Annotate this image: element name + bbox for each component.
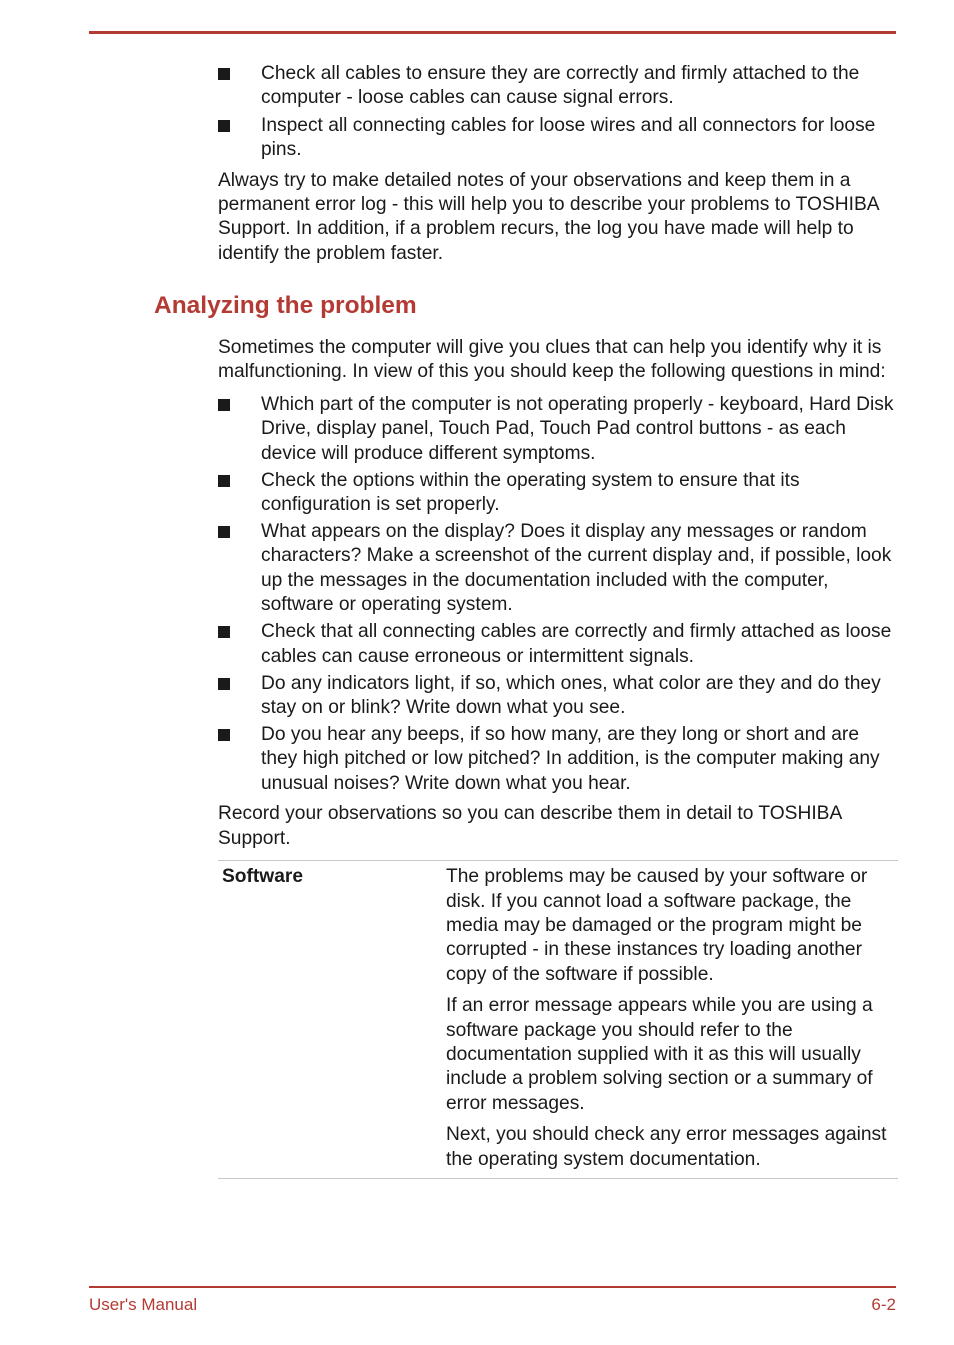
footer-manual-title: User's Manual <box>89 1295 198 1314</box>
list-item <box>218 469 898 518</box>
list-item-text: Which part of the computer is not operating properly - keyboard, Hard Disk Drive, display panel, Touch Pad, Touch Pad control buttons - as each device will produce different symptoms. <box>261 393 894 464</box>
square-bullet-icon <box>218 68 230 80</box>
square-bullet-icon <box>218 678 230 690</box>
list-item <box>218 672 898 721</box>
list-item-text: Inspect all connecting cables for loose wires and all connectors for loose pins. <box>261 114 876 161</box>
list-item <box>218 114 898 163</box>
list-item-text: Check all cables to ensure they are correctly and firmly attached to the computer - loose cables can cause signal errors. <box>261 63 860 109</box>
list-item-text: Do any indicators light, if so, which ones, what color are they and do they stay on or blink? Write down what you see. <box>261 672 881 719</box>
list-item <box>218 62 898 111</box>
table-row-label: Software <box>222 866 304 888</box>
square-bullet-icon <box>218 475 230 487</box>
square-bullet-icon <box>218 729 230 741</box>
top-bullet-list <box>218 62 898 163</box>
list-item-text: Check the options within the operating system to ensure that its configuration is set properly. <box>261 469 800 516</box>
square-bullet-icon <box>218 626 230 638</box>
table-paragraph: The problems may be caused by your software or disk. If you cannot load a software package, the media may be damaged or the program might be corrupted - in these instances try loading another copy of the software if possible. <box>446 866 868 985</box>
list-item <box>218 620 898 669</box>
table-row-body <box>446 865 892 1172</box>
analyzing-section <box>218 336 898 1179</box>
top-content <box>218 62 898 266</box>
square-bullet-icon <box>218 399 230 411</box>
table-paragraph: Next, you should check any error messages against the operating system documentation. <box>446 1124 887 1170</box>
table-paragraph: If an error message appears while you are using a software package you should refer to the documentation supplied with it as this will usually include a problem solving section or a summary of error messages. <box>446 995 873 1114</box>
list-item-text: Check that all connecting cables are correctly and firmly attached as loose cables can cause erroneous or intermittent signals. <box>261 621 892 667</box>
footer-rule <box>89 1286 896 1288</box>
intro-paragraph: Always try to make detailed notes of your observations and keep them in a permanent error log - this will help you to describe your problems to TOSHIBA Support. In addition, if a problem recurs, the log you have made will help to identify the problem faster. <box>218 169 879 264</box>
section-lead: Sometimes the computer will give you clues that can help you identify why it is malfunctioning. In view of this you should keep the following questions in mind: <box>218 337 886 383</box>
square-bullet-icon <box>218 526 230 538</box>
square-bullet-icon <box>218 120 230 132</box>
list-item-text: Do you hear any beeps, if so how many, are they long or short and are they high pitched or low pitched? In addition, is the computer making any unusual noises? Write down what you hear. <box>261 724 880 794</box>
section-bullet-list <box>218 393 898 796</box>
section-heading: Analyzing the problem <box>154 292 417 319</box>
list-item <box>218 520 898 618</box>
section-closing: Record your observations so you can describe them in detail to TOSHIBA Support. <box>218 803 842 849</box>
list-item <box>218 393 898 466</box>
list-item-text: What appears on the display? Does it display any messages or random characters? Make a screenshot of the current display and, if possible, look up the messages in the documentation included with the computer, software or operating system. <box>261 521 892 616</box>
list-item <box>218 723 898 796</box>
software-table <box>218 860 898 1179</box>
header-rule <box>89 31 896 34</box>
page-number: 6-2 <box>871 1295 896 1314</box>
